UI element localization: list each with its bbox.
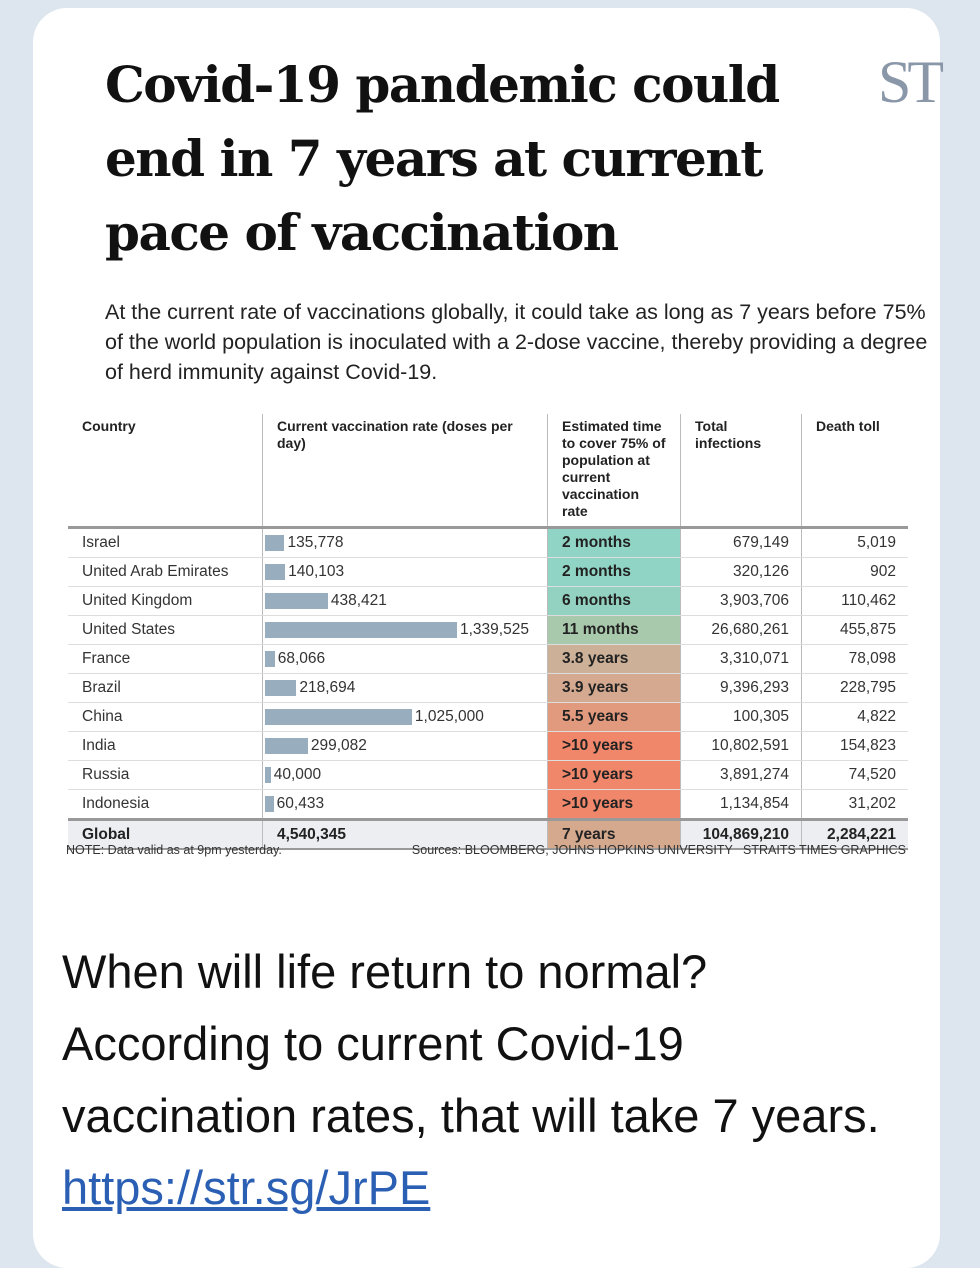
table-row — [68, 674, 908, 703]
rate-value: 140,103 — [288, 563, 345, 580]
rate-value: 1,339,525 — [460, 621, 529, 638]
header-infections: Total infections — [681, 414, 802, 528]
deaths-cell: 154,823 — [802, 732, 909, 761]
infections-cell: 3,903,706 — [681, 587, 802, 616]
time-cell: 2 months — [548, 528, 681, 558]
country-cell: United States — [68, 616, 263, 645]
rate-bar — [265, 622, 457, 638]
rate-value: 299,082 — [310, 737, 367, 754]
rate-value: 68,066 — [277, 650, 326, 667]
table-row — [68, 528, 908, 558]
time-cell: 3.9 years — [548, 674, 681, 703]
rate-bar — [265, 738, 308, 754]
table-note: NOTE: Data valid as at 9pm yesterday. — [66, 843, 282, 857]
table-sources: Sources: BLOOMBERG, JOHNS HOPKINS UNIVERSITY STRAITS TIMES GRAPHICS — [411, 843, 906, 857]
rate-cell — [263, 674, 548, 703]
table-row — [68, 558, 908, 587]
infections-cell: 1,134,854 — [681, 790, 802, 820]
time-cell: 3.8 years — [548, 645, 681, 674]
rate-bar — [265, 680, 296, 696]
rate-value: 1,025,000 — [414, 708, 484, 725]
table-row — [68, 790, 908, 820]
rate-cell — [263, 645, 548, 674]
rate-cell — [263, 761, 548, 790]
time-cell: 6 months — [548, 587, 681, 616]
infections-cell: 26,680,261 — [681, 616, 802, 645]
straits-times-logo: ST — [878, 49, 941, 115]
time-cell: >10 years — [548, 732, 681, 761]
country-cell: United Kingdom — [68, 587, 263, 616]
rate-bar — [265, 535, 284, 551]
header-time: Estimated time to cover 75% of population at current vaccination rate — [548, 414, 681, 528]
rate-cell — [263, 558, 548, 587]
country-cell: Indonesia — [68, 790, 263, 820]
infections-cell: 3,891,274 — [681, 761, 802, 790]
rate-cell — [263, 732, 548, 761]
deaths-cell: 74,520 — [802, 761, 909, 790]
country-cell: United Arab Emirates — [68, 558, 263, 587]
header-country: Country — [68, 414, 263, 528]
time-cell: 2 months — [548, 558, 681, 587]
rate-cell — [263, 528, 548, 558]
infections-cell: 3,310,071 — [681, 645, 802, 674]
country-cell: Israel — [68, 528, 263, 558]
deaths-cell: 4,822 — [802, 703, 909, 732]
table-row — [68, 645, 908, 674]
rate-bar — [265, 651, 275, 667]
time-cell: 7 years — [548, 820, 681, 850]
deaths-cell: 2,284,221 — [802, 820, 909, 850]
rate-cell: 4,540,345 — [263, 820, 548, 850]
country-cell: India — [68, 732, 263, 761]
rate-bar — [265, 767, 271, 783]
header-deaths: Death toll — [802, 414, 909, 528]
rate-value: 60,433 — [276, 795, 325, 812]
deaths-cell: 455,875 — [802, 616, 909, 645]
message-text — [62, 936, 922, 1224]
infections-cell: 10,802,591 — [681, 732, 802, 761]
deaths-cell: 5,019 — [802, 528, 909, 558]
time-cell: 5.5 years — [548, 703, 681, 732]
rate-bar — [265, 796, 274, 812]
rate-value: 218,694 — [299, 679, 356, 696]
infections-cell: 679,149 — [681, 528, 802, 558]
header-rate: Current vaccination rate (doses per day) — [263, 414, 548, 528]
infections-cell: 9,396,293 — [681, 674, 802, 703]
deaths-cell: 31,202 — [802, 790, 909, 820]
rate-cell — [263, 616, 548, 645]
infections-cell: 320,126 — [681, 558, 802, 587]
deaths-cell: 902 — [802, 558, 909, 587]
deaths-cell: 228,795 — [802, 674, 909, 703]
table-row — [68, 732, 908, 761]
table-row — [68, 703, 908, 732]
country-cell: China — [68, 703, 263, 732]
infections-cell: 100,305 — [681, 703, 802, 732]
rate-cell — [263, 790, 548, 820]
rate-value: 135,778 — [287, 534, 344, 551]
deaths-cell: 78,098 — [802, 645, 909, 674]
time-cell: >10 years — [548, 790, 681, 820]
table-row — [68, 587, 908, 616]
country-cell: Global — [68, 820, 263, 850]
country-cell: France — [68, 645, 263, 674]
infections-cell: 104,869,210 — [681, 820, 802, 850]
country-cell: Brazil — [68, 674, 263, 703]
vaccination-table — [68, 414, 908, 850]
message-body: When will life return to normal? According to current Covid-19 vaccination rates, that will take 7 years. — [62, 945, 880, 1142]
rate-bar — [265, 564, 285, 580]
deaths-cell: 110,462 — [802, 587, 909, 616]
rate-cell — [263, 587, 548, 616]
rate-bar — [265, 593, 328, 609]
table-row — [68, 616, 908, 645]
country-cell: Russia — [68, 761, 263, 790]
article-subtitle: At the current rate of vaccinations globally, it could take as long as 7 years before 75% of the world population is inoculated with a 2-dose vaccine, thereby providing a degree of herd immunity against Covid-19. — [105, 300, 928, 384]
article-link[interactable]: https://str.sg/JrPE — [62, 1161, 431, 1214]
rate-cell — [263, 703, 548, 732]
article-title: Covid-19 pandemic could end in 7 years at current pace of vaccination — [105, 55, 779, 262]
time-cell: 11 months — [548, 616, 681, 645]
time-cell: >10 years — [548, 761, 681, 790]
table-row — [68, 761, 908, 790]
rate-value: 40,000 — [273, 766, 322, 783]
rate-value: 438,421 — [330, 592, 387, 609]
rate-bar — [265, 709, 412, 725]
